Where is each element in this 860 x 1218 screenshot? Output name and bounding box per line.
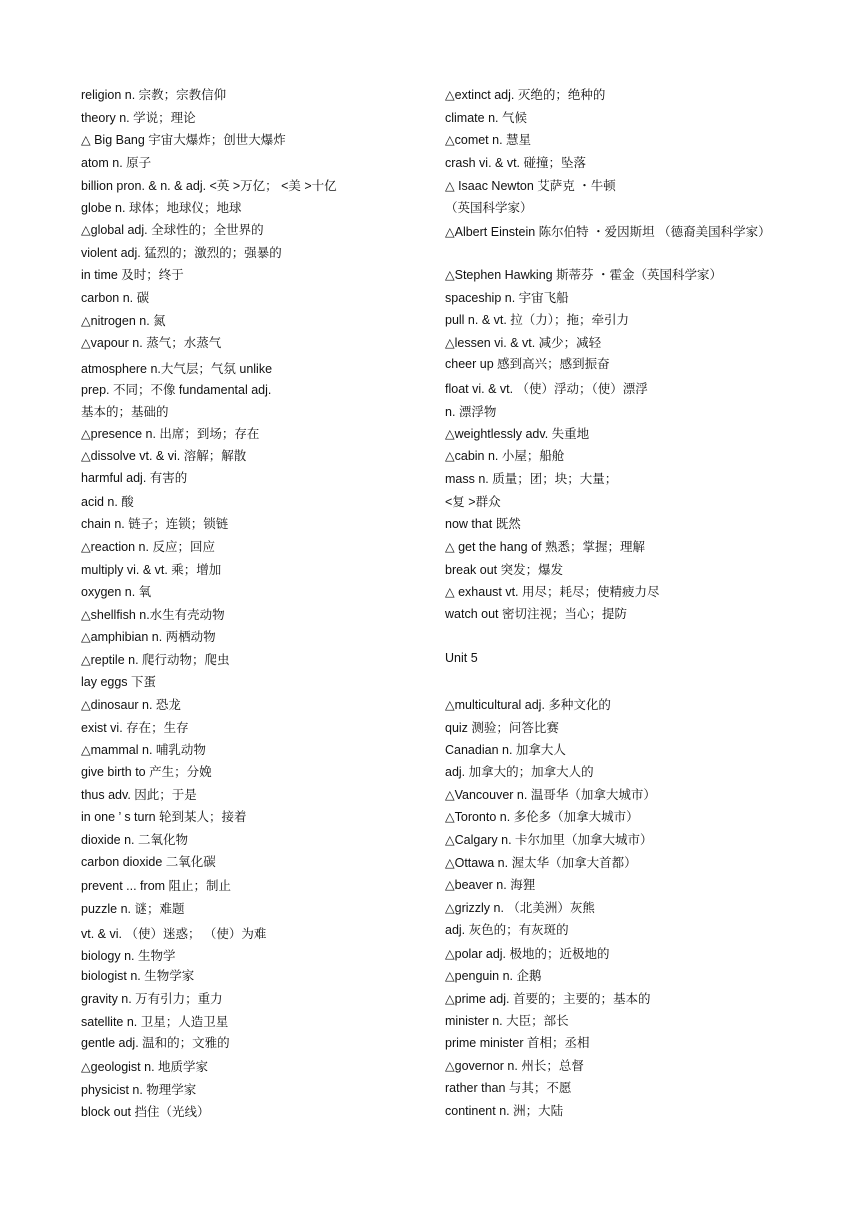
vocab-entry: △weightlessly adv. 失重地 bbox=[445, 427, 590, 441]
vocab-entry: gravity n. 万有引力；重力 bbox=[81, 992, 223, 1006]
vocab-entry: quiz 测验；问答比赛 bbox=[445, 721, 559, 735]
vocab-entry: △multicultural adj. 多种文化的 bbox=[445, 698, 611, 712]
vocab-entry: vt. & vi. （使）迷惑； （使）为难 bbox=[81, 927, 267, 941]
vocab-entry: △ get the hang of 熟悉；掌握；理解 bbox=[445, 540, 645, 554]
vocab-entry: △Toronto n. 多伦多（加拿大城市） bbox=[445, 810, 639, 824]
vocab-entry: watch out 密切注视；当心；提防 bbox=[445, 607, 627, 621]
vocab-entry: adj. 灰色的；有灰斑的 bbox=[445, 923, 569, 937]
vocab-entry: oxygen n. 氧 bbox=[81, 585, 152, 599]
vocab-entry: atom n. 原子 bbox=[81, 156, 152, 170]
vocab-entry: △extinct adj. 灭绝的；绝种的 bbox=[445, 88, 606, 102]
vocab-entry: multiply vi. & vt. 乘；增加 bbox=[81, 563, 222, 577]
vocab-entry: △governor n. 州长；总督 bbox=[445, 1059, 584, 1073]
vocab-entry: gentle adj. 温和的；文雅的 bbox=[81, 1036, 230, 1050]
vocab-entry: n. 漂浮物 bbox=[445, 405, 497, 419]
vocab-entry: puzzle n. 谜；难题 bbox=[81, 902, 185, 916]
vocab-entry: △polar adj. 极地的；近极地的 bbox=[445, 947, 610, 961]
vocab-entry: atmosphere n.大气层；气氛 unlike bbox=[81, 362, 273, 376]
vocab-entry: △ Isaac Newton 艾萨克 ・牛顿 bbox=[445, 179, 616, 193]
vocab-entry: prep. 不同；不像 fundamental adj. bbox=[81, 383, 272, 397]
vocab-entry: float vi. & vt. （使）浮动；（使）漂浮 bbox=[445, 382, 648, 396]
vocab-entry: block out 挡住（光线） bbox=[81, 1105, 210, 1119]
vocab-entry: satellite n. 卫星；人造卫星 bbox=[81, 1015, 229, 1029]
vocab-entry: biology n. 生物学 bbox=[81, 949, 176, 963]
vocab-entry: cheer up 感到高兴；感到振奋 bbox=[445, 357, 610, 371]
vocab-entry: △mammal n. 哺乳动物 bbox=[81, 743, 206, 757]
vocab-entry: △vapour n. 蒸气；水蒸气 bbox=[81, 336, 222, 350]
vocab-entry: spaceship n. 宇宙飞船 bbox=[445, 291, 569, 305]
vocab-entry: break out 突发；爆发 bbox=[445, 563, 564, 577]
vocab-entry: △prime adj. 首要的；主要的；基本的 bbox=[445, 992, 651, 1006]
vocab-entry: chain n. 链子；连锁；锁链 bbox=[81, 517, 229, 531]
vocab-entry: △ exhaust vt. 用尽；耗尽；使精疲力尽 bbox=[445, 585, 660, 599]
vocab-entry: △Vancouver n. 温哥华（加拿大城市） bbox=[445, 788, 656, 802]
vocab-entry: △Albert Einstein 陈尔伯特 ・爱因斯坦 （德裔美国科学家） bbox=[445, 225, 771, 239]
vocab-entry: △geologist n. 地质学家 bbox=[81, 1060, 209, 1074]
vocab-entry: △dinosaur n. 恐龙 bbox=[81, 698, 181, 712]
vocab-entry: △Stephen Hawking 斯蒂芬 ・霍金（英国科学家） bbox=[445, 268, 723, 282]
vocab-entry: △reptile n. 爬行动物；爬虫 bbox=[81, 653, 230, 667]
vocab-entry: 基本的；基础的 bbox=[81, 405, 169, 419]
vocab-entry: carbon dioxide 二氧化碳 bbox=[81, 855, 216, 869]
vocab-entry: △Calgary n. 卡尔加里（加拿大城市） bbox=[445, 833, 653, 847]
vocab-entry: crash vi. & vt. 碰撞；坠落 bbox=[445, 156, 586, 170]
vocab-entry: △grizzly n. （北美洲）灰熊 bbox=[445, 901, 595, 915]
vocab-entry: continent n. 洲；大陆 bbox=[445, 1104, 564, 1118]
vocab-entry: now that 既然 bbox=[445, 517, 521, 531]
vocab-entry: billion pron. & n. & adj. <英 >万亿； <美 >十亿 bbox=[81, 179, 337, 193]
vocab-entry: （英国科学家） bbox=[445, 201, 533, 215]
vocab-entry: rather than 与其；不愿 bbox=[445, 1081, 572, 1095]
vocab-entry: harmful adj. 有害的 bbox=[81, 471, 188, 485]
vocab-entry: △ Big Bang 宇宙大爆炸；创世大爆炸 bbox=[81, 133, 286, 147]
vocab-entry: lay eggs 下蛋 bbox=[81, 675, 157, 689]
vocab-entry: prevent ... from 阻止；制止 bbox=[81, 879, 232, 893]
vocab-entry: give birth to 产生；分娩 bbox=[81, 765, 212, 779]
vocab-entry: △presence n. 出席；到场；存在 bbox=[81, 427, 260, 441]
vocab-entry: Unit 5 bbox=[445, 651, 478, 665]
vocab-entry: biologist n. 生物学家 bbox=[81, 969, 195, 983]
vocab-entry: Canadian n. 加拿大人 bbox=[445, 743, 566, 757]
vocab-entry: △shellfish n.水生有壳动物 bbox=[81, 608, 225, 622]
vocab-entry: religion n. 宗教；宗教信仰 bbox=[81, 88, 227, 102]
vocab-entry: △reaction n. 反应；回应 bbox=[81, 540, 215, 554]
vocab-entry: △comet n. 慧星 bbox=[445, 133, 532, 147]
vocab-entry: △beaver n. 海狸 bbox=[445, 878, 536, 892]
vocab-entry: △penguin n. 企鹅 bbox=[445, 969, 542, 983]
vocab-entry: theory n. 学说；理论 bbox=[81, 111, 196, 125]
vocab-entry: minister n. 大臣；部长 bbox=[445, 1014, 569, 1028]
vocab-entry: △lessen vi. & vt. 减少；减轻 bbox=[445, 336, 602, 350]
vocab-entry: △nitrogen n. 氮 bbox=[81, 314, 166, 328]
vocab-entry: in time 及时；终于 bbox=[81, 268, 184, 282]
vocab-entry: physicist n. 物理学家 bbox=[81, 1083, 197, 1097]
vocab-entry: dioxide n. 二氧化物 bbox=[81, 833, 188, 847]
vocab-entry: globe n. 球体；地球仪；地球 bbox=[81, 201, 242, 215]
vocab-entry: in one ’ s turn 轮到某人；接着 bbox=[81, 810, 247, 824]
vocab-entry: acid n. 酸 bbox=[81, 495, 134, 509]
vocab-entry: thus adv. 因此；于是 bbox=[81, 788, 197, 802]
vocab-entry: pull n. & vt. 拉（力）；拖；牵引力 bbox=[445, 313, 630, 327]
vocab-entry: △amphibian n. 两栖动物 bbox=[81, 630, 216, 644]
vocab-entry: △dissolve vt. & vi. 溶解；解散 bbox=[81, 449, 247, 463]
vocab-entry: violent adj. 猛烈的；激烈的；强暴的 bbox=[81, 246, 282, 260]
vocab-entry: △Ottawa n. 渥太华（加拿大首都） bbox=[445, 856, 637, 870]
vocab-entry: △cabin n. 小屋；船舱 bbox=[445, 449, 565, 463]
vocab-entry: <复 >群众 bbox=[445, 495, 501, 509]
vocab-entry: exist vi. 存在；生存 bbox=[81, 721, 189, 735]
vocab-entry: mass n. 质量；团；块；大量； bbox=[445, 472, 618, 486]
vocab-entry: adj. 加拿大的；加拿大人的 bbox=[445, 765, 594, 779]
vocab-entry: carbon n. 碳 bbox=[81, 291, 150, 305]
vocab-entry: prime minister 首相；丞相 bbox=[445, 1036, 590, 1050]
vocab-entry: △global adj. 全球性的；全世界的 bbox=[81, 223, 264, 237]
vocab-entry: climate n. 气候 bbox=[445, 111, 527, 125]
